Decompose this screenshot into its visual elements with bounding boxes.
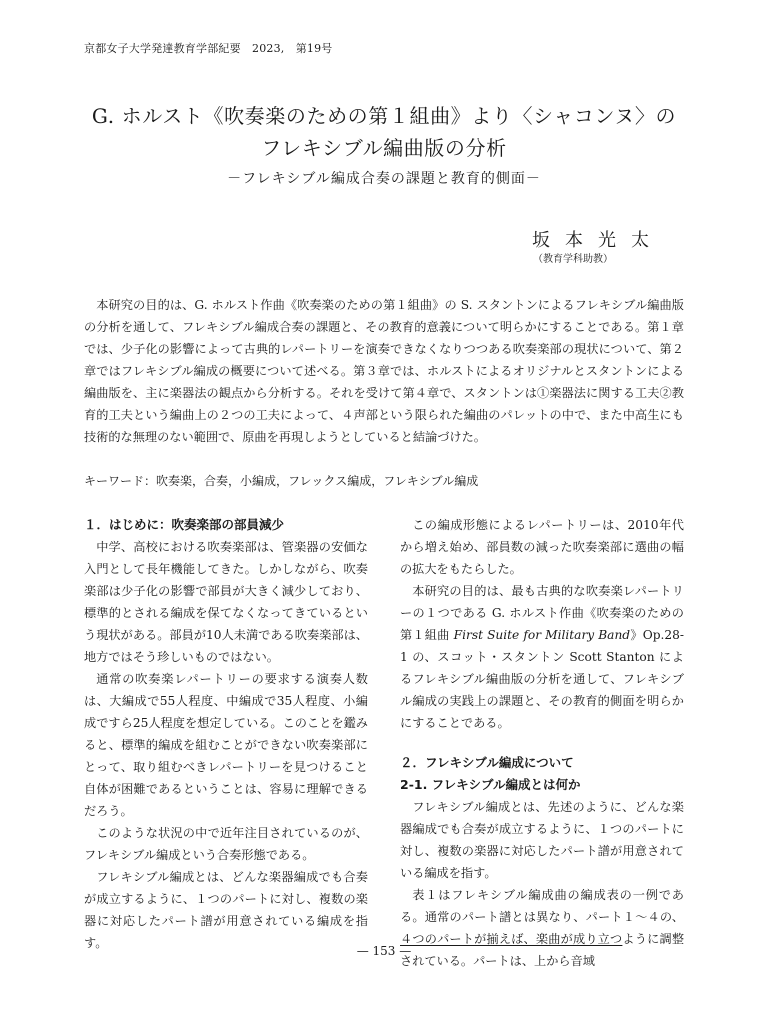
section-heading-2: ２．フレキシブル編成について <box>400 755 574 770</box>
english-title: First Suite for Military Band <box>453 628 631 642</box>
body-text: ように調整されている。パートは、上から音域 <box>400 932 685 968</box>
body-paragraph: 中学、高校における吹奏楽部は、管楽器の安価な入門として長年機能してきた。しかしながら、吹奏楽部は少子化の影響で部員が大きく減少しており、標準的とされる編成を保てなくなってきているという現状がある。部員が10人未満である吹奏楽部は、地方ではそう珍しいものではない。 <box>84 540 368 664</box>
body-paragraph: 通常の吹奏楽レパートリーの要求する演奏人数は、大編成で55人程度、中編成で35人程度、小編成ですら25人程度を想定している。このことを鑑みると、標準的編成を組むことができない吹奏楽部にとって、取り組むべきレパートリーを見つけること自体が困難であるということは、容易に理解できるだろう。 <box>84 672 368 818</box>
body-text: 》Op.28-1 の、スコット・スタントン Scott Stanton によるフレキシブル編曲版の分析を通して、フレキシブル編成の実践上の課題と、その教育的側面を明らかにすることである。 <box>400 628 684 730</box>
body-paragraph: フレキシブル編成とは、先述のように、どんな楽器編成でも合奏が成立するように、１つのパートに対し、複数の楽器に対応したパート譜が用意されている編成を指す。 <box>400 800 684 880</box>
paper-subtitle: －フレキシブル編成合奏の課題と教育的側面－ <box>227 171 541 187</box>
body-paragraph: このような状況の中で近年注目されているのが、フレキシブル編成という合奏形態である。 <box>84 826 368 862</box>
body-paragraph <box>400 884 684 972</box>
body-text: 表１はフレキシブル編成曲の編成表の一例である。通常のパート譜とは異なり、パート１～４の、 <box>400 888 684 924</box>
author-name: 坂本光太 <box>532 230 664 251</box>
section-gap <box>400 734 684 752</box>
subsection-heading-2-1: 2-1. フレキシブル編成とは何か <box>400 777 581 792</box>
author-affiliation: （教育学科助教） <box>533 254 613 265</box>
abstract-text: 本研究の目的は、G. ホルスト作曲《吹奏楽のための第１組曲》の S. スタントンによるフレキシブル編曲版の分析を通して、フレキシブル編成合奏の課題と、その教育的意義について明らかにすることである。第１章では、少子化の影響によって古典的レパートリーを演奏できなくなりつつある吹奏楽部の現状について、第２章ではフレキシブル編成の概要について述べる。第３章では、ホルストによるオリジナルとスタントンによる編曲版を、主に楽器法の観点から分析する。それを受けて第４章で、スタントンは①楽器法に関する工夫②教育的工夫という編曲上の２つの工夫によって、４声部という限られた編曲のパレットの中で、また中高生にも技術的な無理のない範囲で、原曲を再現しようとしていると結論づけた。 <box>84 298 684 444</box>
paper-title-line-1: G. ホルスト《吹奏楽のための第１組曲》より〈シャコンヌ〉の <box>91 104 677 128</box>
title-block <box>60 100 708 192</box>
section-heading-1: １．はじめに：吹奏楽部の部員減少 <box>84 517 285 532</box>
paper-title-line-2: フレキシブル編曲版の分析 <box>261 136 507 160</box>
body-paragraph: この編成形態によるレパートリーは、2010年代から増え始め、部員数の減った吹奏楽部に選曲の幅の拡大をもたらした。 <box>400 518 684 576</box>
body-text: 本研究の目的は、最も古典的な吹奏楽レパートリーの１つである G. ホルスト作曲《吹奏楽のための第１組曲 <box>400 584 684 642</box>
right-column <box>400 514 684 972</box>
abstract <box>84 294 684 448</box>
body-paragraph <box>400 580 684 734</box>
page-number: — 153 — <box>356 944 412 958</box>
journal-header: 京都女子大学発達教育学部紀要 2023, 第19号 <box>84 42 333 55</box>
keywords: キーワード：吹奏楽，合奏，小編成，フレックス編成，フレキシブル編成 <box>84 474 479 488</box>
left-column <box>84 514 368 954</box>
body-paragraph: フレキシブル編成とは、どんな楽器編成でも合奏が成立するように、１つのパートに対し、複数の楽器に対応したパート譜が用意されている編成を指す。 <box>84 870 368 950</box>
underlined-text: ４つのパートが揃えば、楽曲が成り立つ <box>400 932 623 946</box>
